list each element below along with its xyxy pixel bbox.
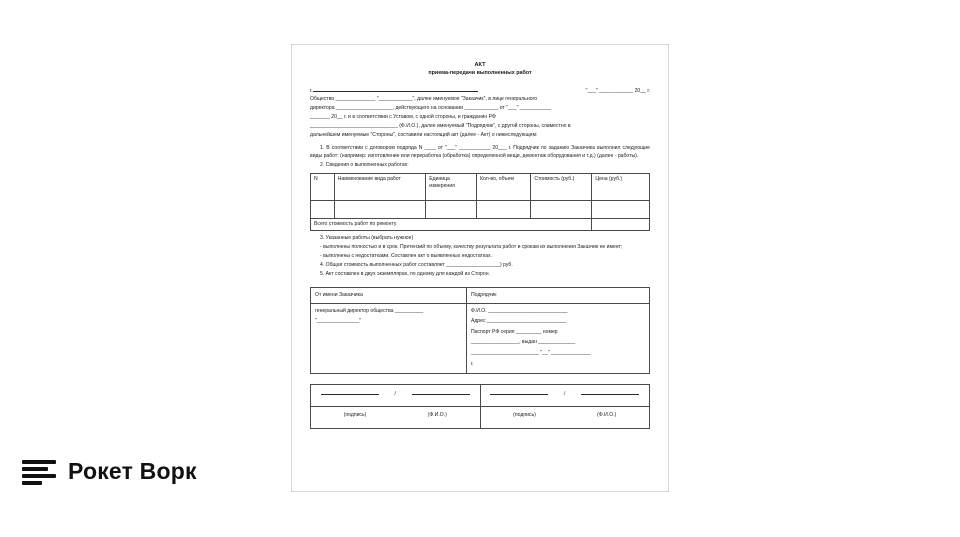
- party-left-details: [311, 303, 467, 374]
- city-date-line: [310, 85, 650, 96]
- caption-signature-1: (подпись): [343, 412, 367, 419]
- works-cell-n: [311, 200, 335, 218]
- clause-5: 5. Акт составлен в двух экземплярах, по одному для каждой из Сторон.: [320, 270, 490, 277]
- signature-strip: [310, 384, 650, 429]
- signature-cell-1: [311, 385, 481, 407]
- signature-rule-1: [315, 388, 476, 399]
- works-table: [310, 173, 650, 232]
- works-col-price: Цена (руб.): [592, 173, 650, 200]
- brand-logo: [22, 458, 197, 485]
- party-right-line-1: Ф.И.О. ____________________________: [470, 307, 568, 314]
- slash-2: /: [564, 391, 566, 398]
- works-table-header-row: [311, 173, 650, 200]
- works-cell-qty: [477, 200, 531, 218]
- slash-1: /: [394, 391, 396, 398]
- works-col-cost: Стоимость (руб.): [531, 173, 592, 200]
- clause-3b: - выполнены с недостатками. Составлен акт о выявленных недостатках.: [320, 253, 493, 260]
- works-cell-price: [592, 200, 650, 218]
- parties-header-row: [311, 287, 650, 303]
- intro-line-5: дальнейшем именуемые "Стороны", составили настоящий акт (далее - Акт) о нижеследующем:: [310, 131, 538, 138]
- intro-line-4: _______________________________ (Ф.И.О.), далее именуемый "Подрядчик", с другой стороны, совместно в: [310, 123, 571, 130]
- table-row: [311, 200, 650, 218]
- party-left-line-2: "_______________": [315, 318, 362, 325]
- intro-line-3: _______ 20__ г. и в соответствии с Уставом, с одной стороны, и гражданин РФ: [310, 114, 496, 121]
- document-subtitle: приема-передачи выполненных работ: [428, 70, 532, 77]
- clause-2: 2. Сведения о выполненных работах:: [320, 161, 409, 168]
- date-line: "___" ____________ 20__ г.: [585, 87, 650, 94]
- parties-body-row: [311, 303, 650, 374]
- intro-line-2: директора ____________________, действующего на основании ____________ от "___" ___________: [310, 105, 551, 112]
- caption-fio-2: (Ф.И.О.): [597, 412, 617, 419]
- clause-3a: - выполнены полностью и в срок. Претензий по объему, качеству результата работ и срокам их выполнения Заказчик не имеет;: [320, 244, 623, 251]
- works-col-name: Наименование вида работ: [334, 173, 426, 200]
- party-right-line-4: _________________, выдан _____________: [470, 339, 576, 346]
- party-right-line-2: Адрес ____________________________: [470, 318, 567, 325]
- party-right-line-5: ________________________ "__" ______________: [470, 350, 591, 357]
- signature-strip-row: [311, 385, 650, 407]
- caption-signature-2: (подпись): [513, 412, 536, 419]
- works-total-value: [592, 218, 650, 231]
- parties-table: [310, 287, 650, 375]
- works-col-unit: Единица измерения: [426, 173, 477, 200]
- clause-1: 1. В соответствии с договором подряда N ____ от "___" ___________ 20___ г. Подрядчик по заданию Заказчика выполнил следующие виды работ: (например: изготовление или переработка (обработка) определенной вещи, демонтаж оборудования и т.д.) (далее - работы).: [310, 144, 650, 159]
- signature-captions-right: [480, 407, 650, 429]
- party-left-line-1: генеральный директор общества __________: [315, 307, 424, 314]
- brand-name: Рокет Ворк: [68, 458, 197, 484]
- works-cell-unit: [426, 200, 477, 218]
- works-cell-cost: [531, 200, 592, 218]
- document-title: АКТ: [474, 62, 486, 68]
- document-sheet: [291, 44, 669, 492]
- city-label: г.: [310, 87, 313, 94]
- signature-rule-2: [485, 388, 646, 399]
- party-left-header: От имени Заказчика: [311, 287, 467, 303]
- party-right-details: [466, 303, 649, 374]
- intro-line-1: Общество ______________ "____________", далее именуемое "Заказчик", в лице генерального: [310, 96, 538, 103]
- party-right-line-3: Паспорт РФ серия _________ номер: [470, 328, 558, 335]
- party-right-line-6: г.: [470, 360, 474, 367]
- works-total-row: [311, 218, 650, 231]
- works-cell-name: [334, 200, 426, 218]
- works-total-label: Всего стоимость работ по ремонту: [311, 218, 592, 231]
- rocket-lines-icon: [22, 459, 56, 485]
- works-col-qty: Кол-во, объем: [477, 173, 531, 200]
- party-right-header: Подрядчик: [466, 287, 649, 303]
- signature-captions-left: [311, 407, 481, 429]
- clause-3: 3. Указанные работы (выбрать нужное): [320, 235, 414, 242]
- clause-4: 4. Общая стоимость выполненных работ составляет ___________________) руб.: [320, 262, 513, 269]
- caption-fio-1: (Ф.И.О.): [427, 412, 447, 419]
- signature-cell-2: [480, 385, 650, 407]
- signature-caption-row: [311, 407, 650, 429]
- works-col-n: N: [311, 173, 335, 200]
